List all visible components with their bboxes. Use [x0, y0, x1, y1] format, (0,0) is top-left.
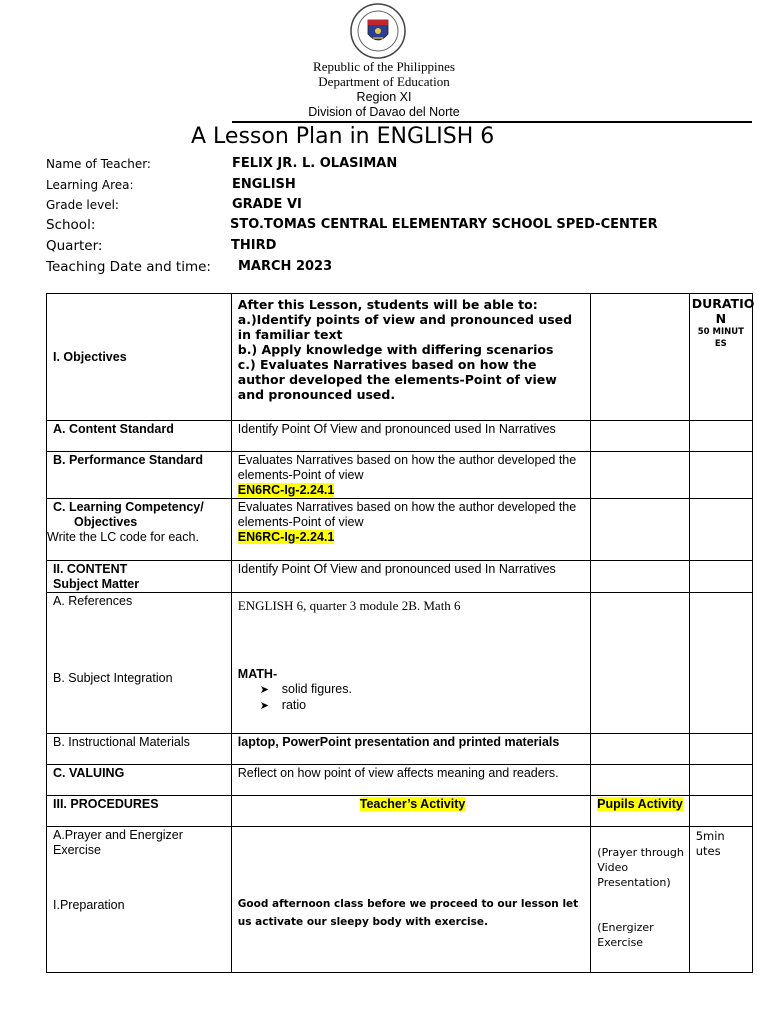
duration-label: DURATIO N	[691, 296, 755, 326]
quarter-label: Quarter:	[46, 238, 103, 254]
list-item: ➤ ratio	[259, 698, 307, 712]
objectives-label: I. Objectives	[53, 350, 127, 364]
table-row	[47, 796, 753, 827]
content-label: II. CONTENT	[53, 562, 128, 576]
prayer-time: 5min utes	[689, 827, 752, 973]
country-line: Republic of the Philippines	[313, 59, 455, 74]
table-row	[47, 499, 753, 561]
performance-standard-text: Evaluates Narratives based on how the author developed the elements-Point of view	[237, 453, 577, 482]
content-standard-label: A. Content Standard	[47, 421, 232, 452]
objective-c: c.) Evaluates Narratives based on how the author developed the elements-Point of view and pronounced used.	[237, 357, 557, 402]
quarter-value: THIRD	[231, 238, 277, 253]
procedures-label: III. PROCEDURES	[47, 796, 232, 827]
header-rule	[232, 121, 752, 123]
teacher-activity-header: Teacher’s Activity	[359, 797, 466, 811]
performance-standard-label: B. Performance Standard	[47, 452, 232, 499]
division-line: Division of Davao del Norte	[308, 105, 460, 119]
date-label: Teaching Date and time:	[46, 259, 211, 275]
performance-code: EN6RC-Ig-2.24.1	[237, 483, 335, 497]
materials-label: B. Instructional Materials	[47, 734, 232, 765]
duration-value: 50 MINUT ES	[697, 327, 744, 349]
table-row	[47, 294, 753, 421]
valuing-text: Reflect on how point of view affects meaning and readers.	[231, 765, 591, 796]
arrow-bullet-icon: ➤	[259, 700, 269, 712]
references-label: A. References	[53, 594, 133, 608]
competency-code: EN6RC-Ig-2.24.1	[237, 530, 335, 544]
materials-text: laptop, PowerPoint presentation and printed materials	[231, 734, 591, 765]
subject-matter-label: Subject Matter	[53, 577, 140, 591]
math-label: MATH-	[237, 667, 278, 681]
teacher-prayer-text: Good afternoon class before we proceed to our lesson let us activate our sleepy body with exercise.	[231, 827, 591, 973]
list-item: ➤ solid figures.	[259, 682, 352, 696]
table-row	[47, 452, 753, 499]
date-value: MARCH 2023	[238, 259, 333, 274]
objective-a: a.)Identify points of view and pronounced used in familiar text	[237, 312, 573, 342]
teacher-label: Name of Teacher:	[46, 157, 151, 171]
teacher-value: FELIX JR. L. OLASIMAN	[232, 156, 398, 171]
content-standard-text: Identify Point Of View and pronounced used In Narratives	[231, 421, 591, 452]
content-text: Identify Point Of View and pronounced used In Narratives	[231, 561, 591, 593]
deped-seal	[347, 2, 409, 60]
table-row	[47, 765, 753, 796]
learning-area-label: Learning Area:	[46, 178, 134, 192]
region-line: Region XI	[356, 90, 412, 104]
pupil-prayer-text: (Prayer through Video Presentation)	[597, 846, 684, 889]
competency-label: C. Learning Competency/	[53, 500, 204, 514]
grade-value: GRADE VI	[232, 197, 302, 212]
preparation-label: I.Preparation	[53, 898, 125, 912]
table-row	[47, 561, 753, 593]
objectives-intro: After this Lesson, students will be able to:	[237, 297, 538, 312]
grade-label: Grade level:	[46, 198, 119, 212]
competency-label-2: Objectives	[74, 515, 138, 529]
table-row	[47, 734, 753, 765]
valuing-label: C. VALUING	[47, 765, 232, 796]
table-row	[47, 421, 753, 452]
pupils-activity-header: Pupils Activity	[597, 797, 683, 811]
learning-area-value: ENGLISH	[232, 177, 296, 192]
table-row	[47, 593, 753, 734]
prayer-label: A.Prayer and Energizer Exercise	[53, 828, 183, 857]
lesson-plan-table	[46, 293, 753, 973]
table-row	[47, 827, 753, 973]
subject-integration-label: B. Subject Integration	[53, 671, 173, 685]
arrow-bullet-icon: ➤	[259, 684, 269, 696]
references-text: ENGLISH 6, quarter 3 module 2B. Math 6	[237, 598, 461, 613]
page-title: A Lesson Plan in ENGLISH 6	[191, 124, 495, 149]
pupil-energizer-text: (Energizer Exercise	[597, 921, 654, 949]
objective-b: b.) Apply knowledge with differing scenarios	[237, 342, 554, 357]
competency-note: Write the LC code for each.	[47, 530, 199, 544]
school-value: STO.TOMAS CENTRAL ELEMENTARY SCHOOL SPED-CENTER	[230, 217, 658, 232]
school-label: School:	[46, 217, 96, 233]
competency-text: Evaluates Narratives based on how the author developed the elements-Point of view	[237, 500, 577, 529]
department-line: Department of Education	[318, 74, 450, 89]
